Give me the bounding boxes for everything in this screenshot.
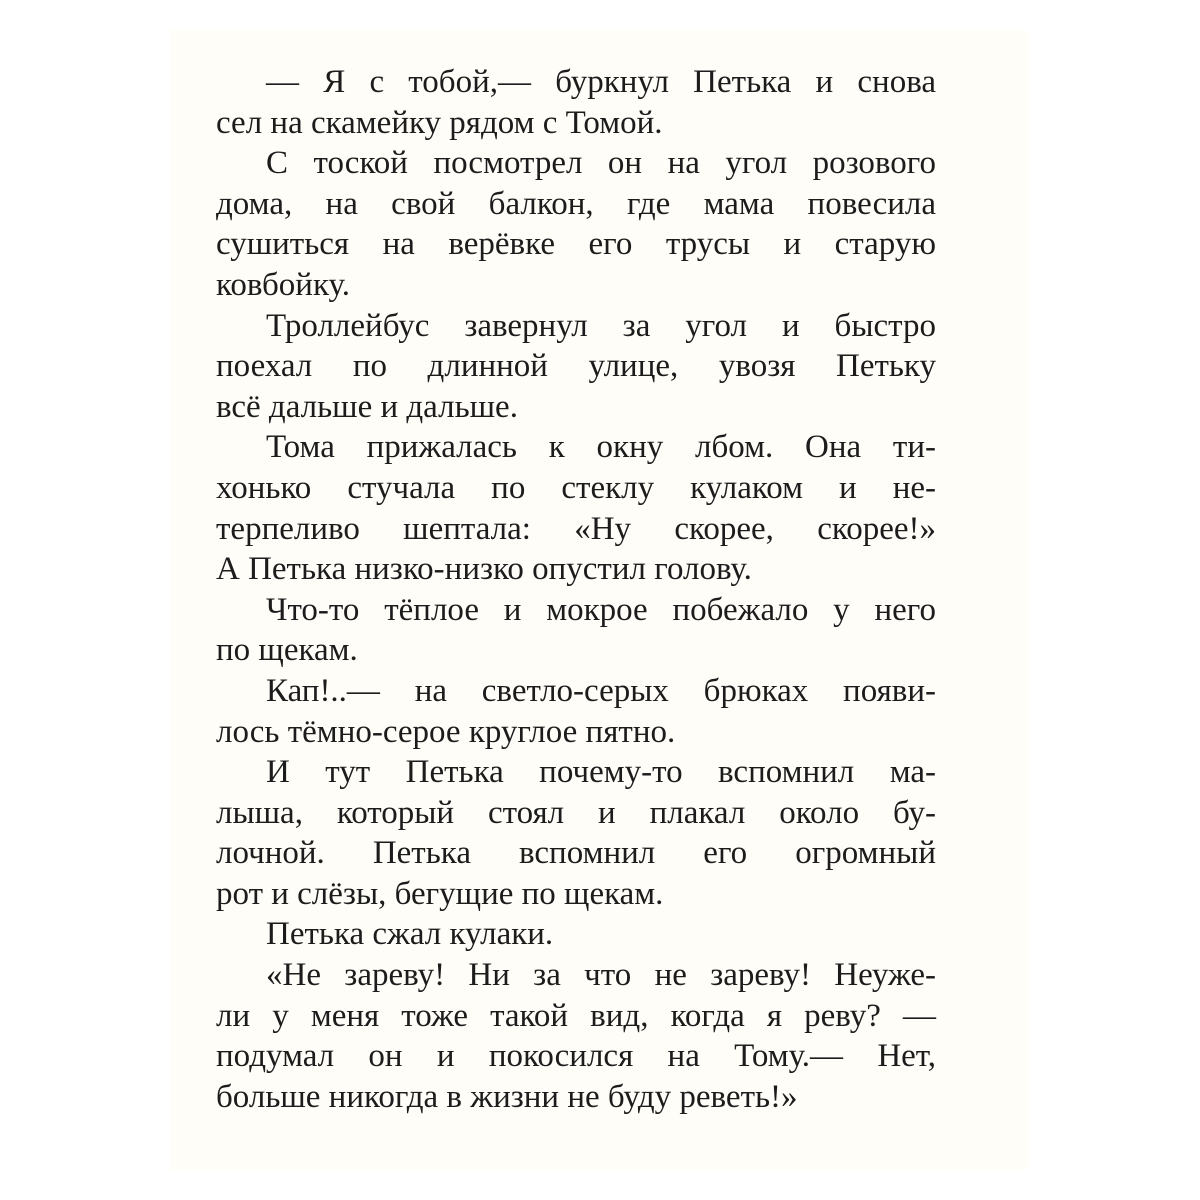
text-line: лыша, который стоял и плакал около бу- [216, 794, 936, 831]
book-page [170, 30, 1028, 1170]
text-line: больше никогда в жизни не буду реветь!» [216, 1078, 798, 1115]
paragraph [216, 752, 936, 914]
text-line: — Я с тобой,— буркнул Петька и снова [266, 64, 936, 100]
text-line: сушиться на верёвке его трусы и старую [216, 226, 936, 263]
text-line: поехал по длинной улице, увозя Петьку [216, 348, 936, 385]
text-line: Троллейбус завернул за угол и быстро [266, 307, 936, 344]
text-line: А Петька низко-низко опустил голову. [216, 551, 752, 588]
text-line: лось тёмно-серое круглое пятно. [216, 713, 676, 750]
paragraph [216, 671, 936, 752]
text-line: сел на скамейку рядом с Томой. [216, 104, 663, 141]
text-line: Петька сжал кулаки. [266, 916, 554, 953]
text-line: Тома прижалась к окну лбом. Она ти- [266, 429, 936, 466]
text-line: лочной. Петька вспомнил его огромный [216, 835, 936, 872]
text-line: «Не зареву! Ни за что не зареву! Неуже- [266, 957, 936, 994]
text-line: всё дальше и дальше. [216, 388, 518, 425]
text-line: рот и слёзы, бегущие по щекам. [216, 875, 664, 912]
paragraph [216, 427, 936, 589]
text-line: хонько стучала по стеклу кулаком и не- [216, 469, 936, 506]
page-text [216, 62, 936, 1117]
text-line: Кап!..— на светло-серых брюках появи- [266, 672, 936, 709]
text-line: подумал он и покосился на Тому.— Нет, [216, 1038, 936, 1075]
text-line: С тоской посмотрел он на угол розового [266, 145, 936, 182]
paragraph [216, 62, 936, 143]
paragraph [216, 590, 936, 671]
text-line: дома, на свой балкон, где мама повесила [216, 185, 936, 222]
text-line: по щекам. [216, 632, 358, 669]
paragraph [216, 955, 936, 1117]
paragraph [216, 914, 936, 955]
text-line: И тут Петька почему-то вспомнил ма- [266, 754, 936, 791]
text-line: Что-то тёплое и мокрое побежало у него [266, 591, 936, 628]
text-line: терпеливо шептала: «Ну скорее, скорее!» [216, 510, 936, 547]
text-line: ли у меня тоже такой вид, когда я реву? — [216, 997, 936, 1034]
text-line: ковбойку. [216, 266, 350, 303]
paragraph [216, 143, 936, 305]
paragraph [216, 306, 936, 428]
